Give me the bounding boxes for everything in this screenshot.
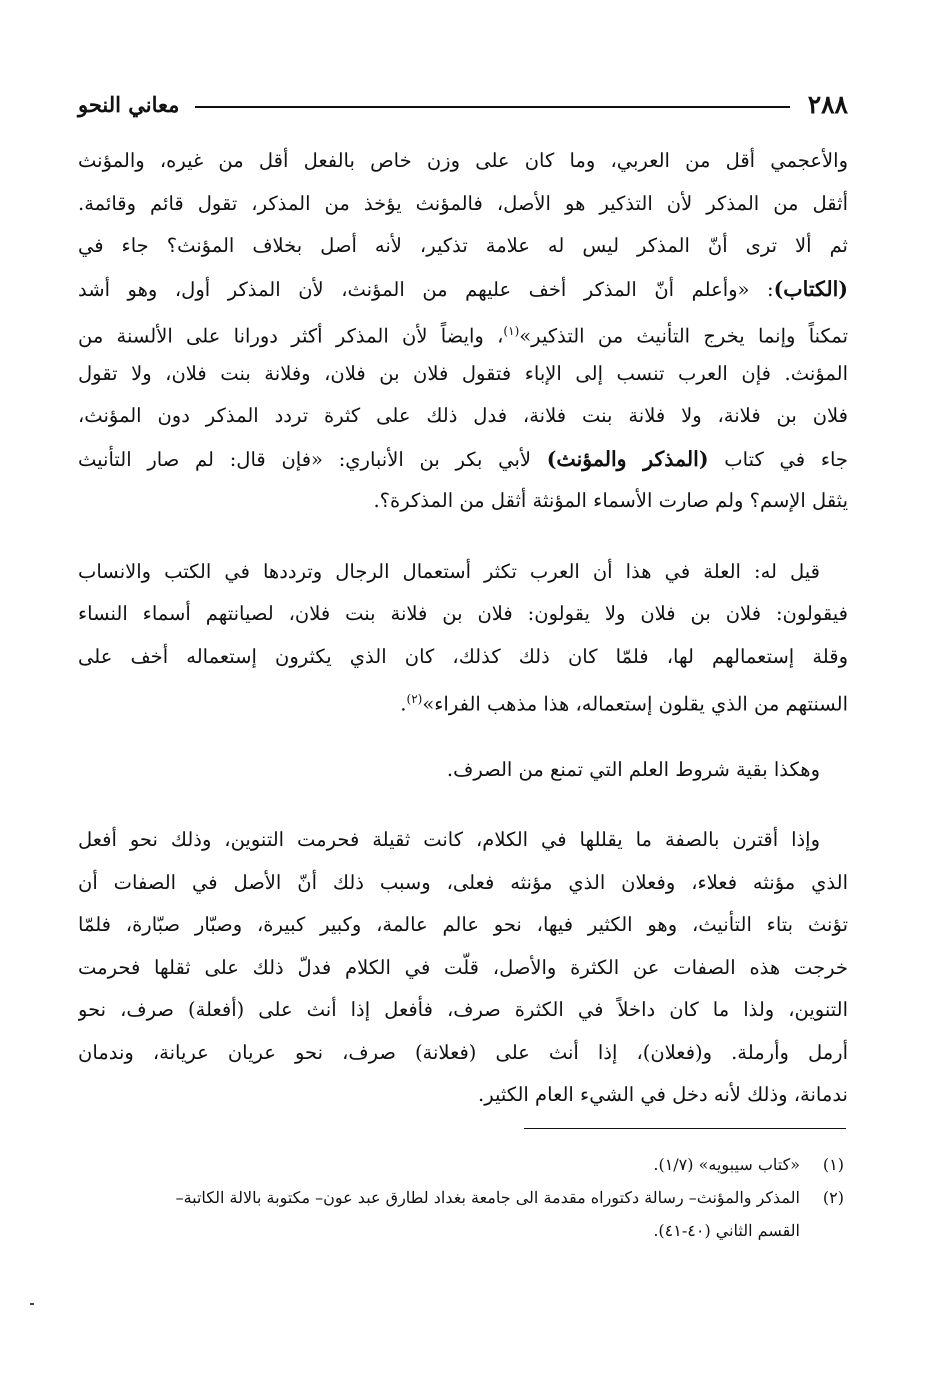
line-segment: .	[400, 692, 407, 716]
text-line: خرجت هذه الصفات عن الكثرة والأصل، قلّت في الكلام فدلّ ذلك على ثقلها فحرمت	[78, 955, 848, 979]
footnote-text: «كتاب سيبويه» (١/٧).	[653, 1155, 800, 1174]
paragraph	[78, 140, 848, 523]
text-line: ندمانة، وذلك لأنه دخل في الشيء العام الكثير.	[478, 1083, 848, 1106]
line-segment: ، وايضاً لأن المذكر أكثر دورانا على الألسنة من	[78, 324, 504, 348]
line-segment: تمكناً وإنما يخرج التأنيث من التذكير»	[519, 324, 848, 348]
paragraph	[78, 551, 848, 721]
paragraph	[78, 749, 848, 792]
paragraph	[78, 819, 848, 1117]
text-line	[78, 678, 848, 721]
line-segment: السنتهم من الذي يقلون إستعماله، هذا مذهب الفراء»	[422, 692, 848, 716]
text-line: وهكذا بقية شروط العلم التي تمنع من الصرف.	[446, 757, 820, 781]
text-line: التنوين، ولذا ما كان داخلاً في الكثرة صرف، فأفعل إذا أنث على (أفعلة) صرف، نحو	[78, 998, 848, 1021]
text-line: ثم ألا ترى أنّ المذكر ليس له علامة تذكير، لأنه أصل بخلاف المؤنث؟ جاء في	[78, 234, 848, 257]
footnote-marker: (١)	[503, 324, 520, 338]
text-line: الذي مؤنثه فعلاء، وفعلان الذي مؤنثه فعلى، وسبب ذلك أنّ الأصل في الصفات أن	[78, 870, 848, 894]
text-line: وقلة إستعمالهم لها، فلمّا كان ذلك كذلك، كان الذي يكثرون إستعماله أخف على	[78, 644, 848, 668]
running-title: معاني النحو	[78, 91, 180, 117]
text-line: والأعجمي أقل من العربي، وما كان على وزن خاص بالفعل أقل من غيره، والمؤنث	[78, 149, 848, 172]
text-line: قيل له: العلة في هذا أن العرب تكثر أستعمال الرجال وترددها في الكتب والانساب	[78, 559, 820, 583]
footnote-continuation: القسم الثاني (٤٠-٤١).	[653, 1221, 800, 1240]
text-line: أرمل وأرملة. و(فعلان)، إذا أنث على (فعلانة) صرف، نحو عريان عريانة، وندمان	[78, 1040, 848, 1064]
footnote-separator	[524, 1128, 846, 1129]
footnote-text: المذكر والمؤنث– رسالة دكتوراه مقدمة الى جامعة بغداد لطارق عبد عون– مكتوبة بالالة الكاتبة–	[175, 1188, 800, 1207]
footnote	[82, 1148, 844, 1181]
footnotes	[82, 1148, 844, 1247]
text-line	[78, 438, 848, 481]
text-line: المؤنث. فإن العرب تنسب إلى الإباء فتقول فلان بن فلان، وفلانة بنت فلان، ولا تقول	[78, 361, 848, 385]
line-segment: جاء في كتاب	[708, 447, 848, 471]
text-line: تؤنث بتاء التأنيث، وهو الكثير فيها، نحو عالم عالمة، وكبير كبيرة، وصبّار صبّارة، فلمّا	[78, 913, 848, 936]
footnote-number: (١)	[822, 1155, 844, 1174]
header-rule	[195, 106, 789, 108]
footnote	[82, 1181, 844, 1214]
footnote-marker: (٢)	[406, 692, 423, 706]
text-line: يثقل الإسم؟ ولم صارت الأسماء المؤنثة أثقل من المذكرة؟.	[373, 489, 848, 512]
scan-speck	[30, 1303, 34, 1305]
footnote-number: (٢)	[822, 1188, 844, 1207]
line-segment: : «وأعلم أنّ المذكر أخف عليهم من المؤنث، لأن المذكر أول، وهو أشد	[78, 277, 774, 301]
text-line: فلان بن فلانة، ولا فلانة بنت فلانة، فدل ذلك على كثرة تردد المذكر دون المؤنث،	[78, 404, 848, 427]
book-title-bold: (الكتاب)	[773, 276, 848, 301]
text-line: وإذا أقترن بالصفة ما يقللها في الكلام، كانت ثقيلة فحرمت التنوين، وذلك نحو أفعل	[78, 828, 820, 851]
page-header	[78, 84, 848, 124]
text-line	[78, 268, 848, 311]
text-line	[78, 310, 848, 353]
main-text	[78, 140, 848, 1117]
line-segment: لأبي بكر بن الأنباري: «فإن قال: لم صار التأنيث	[78, 447, 547, 471]
page-number: ٢٨٨	[807, 89, 848, 119]
book-title-bold: (المذكر والمؤنث)	[546, 446, 709, 471]
text-line: أثقل من المذكر لأن التذكير هو الأصل، فالمؤنث يؤخذ من المذكر، تقول قائم وقائمة.	[78, 191, 848, 215]
text-line: فيقولون: فلان بن فلان ولا يقولون: فلان بن فلانة بنت فلان، لصيانتهم أسماء النساء	[78, 602, 848, 625]
